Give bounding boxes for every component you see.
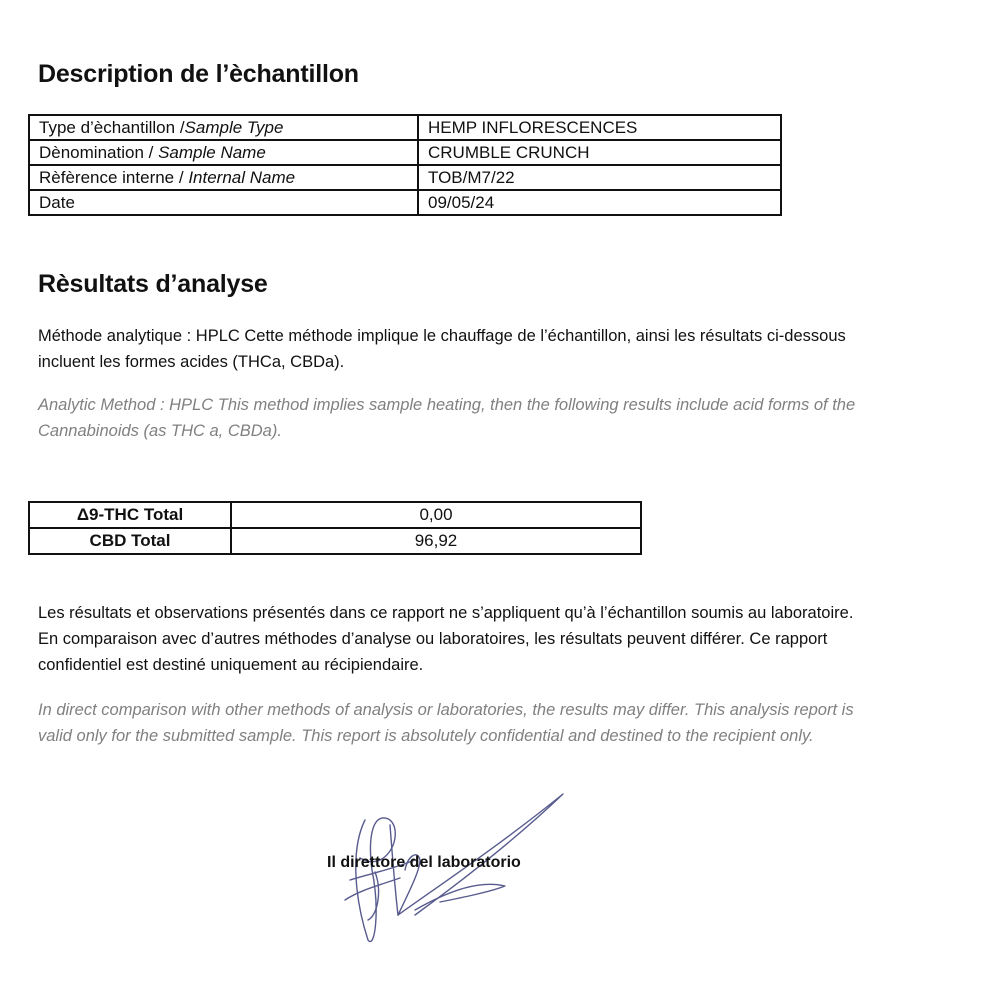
- table-row: [29, 502, 641, 528]
- row-label: [29, 115, 418, 140]
- row-value: TOB/M7/22: [418, 165, 781, 190]
- text-line: Méthode analytique : HPLC Cette méthode implique le chauffage de l’échantillon, ainsi les résultats ci-dessous: [38, 327, 846, 345]
- table-row: [29, 140, 781, 165]
- label-fr: Type d’èchantillon /: [39, 118, 185, 137]
- disclaimer-en: [38, 697, 854, 749]
- row-value: HEMP INFLORESCENCES: [418, 115, 781, 140]
- label-en: Internal Name: [188, 168, 296, 187]
- row-label: [29, 140, 418, 165]
- text-line: confidentiel est destiné uniquement au récipiendaire.: [38, 656, 424, 674]
- table-row: [29, 190, 781, 215]
- row-value: 09/05/24: [418, 190, 781, 215]
- text-line: incluent les formes acides (THCa, CBDa).: [38, 353, 345, 371]
- result-value: 96,92: [231, 528, 641, 554]
- disclaimer-fr: [38, 600, 853, 678]
- text-line: En comparaison avec d’autres méthodes d’analyse ou laboratoires, les résultats peuvent différer. Ce rapport: [38, 630, 828, 648]
- text-line: valid only for the submitted sample. This report is absolutely confidential and destined to the recipient only.: [38, 727, 814, 745]
- sample-description-title: Description de l’èchantillon: [38, 60, 359, 88]
- result-name: Δ9-THC Total: [29, 502, 231, 528]
- method-description-fr: [38, 323, 846, 375]
- text-line: Analytic Method : HPLC This method implies sample heating, then the following results include acid forms of the: [38, 396, 856, 414]
- results-title: Rèsultats d’analyse: [38, 270, 268, 298]
- row-label: [29, 165, 418, 190]
- label-fr: Date: [39, 193, 75, 212]
- sample-description-table: [28, 114, 782, 216]
- row-value: CRUMBLE CRUNCH: [418, 140, 781, 165]
- label-en: Sample Name: [158, 143, 266, 162]
- table-row: [29, 165, 781, 190]
- result-name: CBD Total: [29, 528, 231, 554]
- text-line: Cannabinoids (as THC a, CBDa).: [38, 422, 282, 440]
- results-table: [28, 501, 642, 555]
- text-line: In direct comparison with other methods of analysis or laboratories, the results may differ. This analysis report is: [38, 701, 854, 719]
- table-row: [29, 528, 641, 554]
- text-line: Les résultats et observations présentés dans ce rapport ne s’appliquent qu’à l’échantillon soumis au laboratoire.: [38, 604, 854, 622]
- row-label: [29, 190, 418, 215]
- method-description-en: [38, 392, 855, 444]
- signature-label: Il direttore del laboratorio: [327, 854, 521, 871]
- label-fr: Rèfèrence interne /: [39, 168, 189, 187]
- result-value: 0,00: [231, 502, 641, 528]
- label-en: Sample Type: [184, 118, 284, 137]
- table-row: [29, 115, 781, 140]
- label-fr: Dènomination /: [39, 143, 159, 162]
